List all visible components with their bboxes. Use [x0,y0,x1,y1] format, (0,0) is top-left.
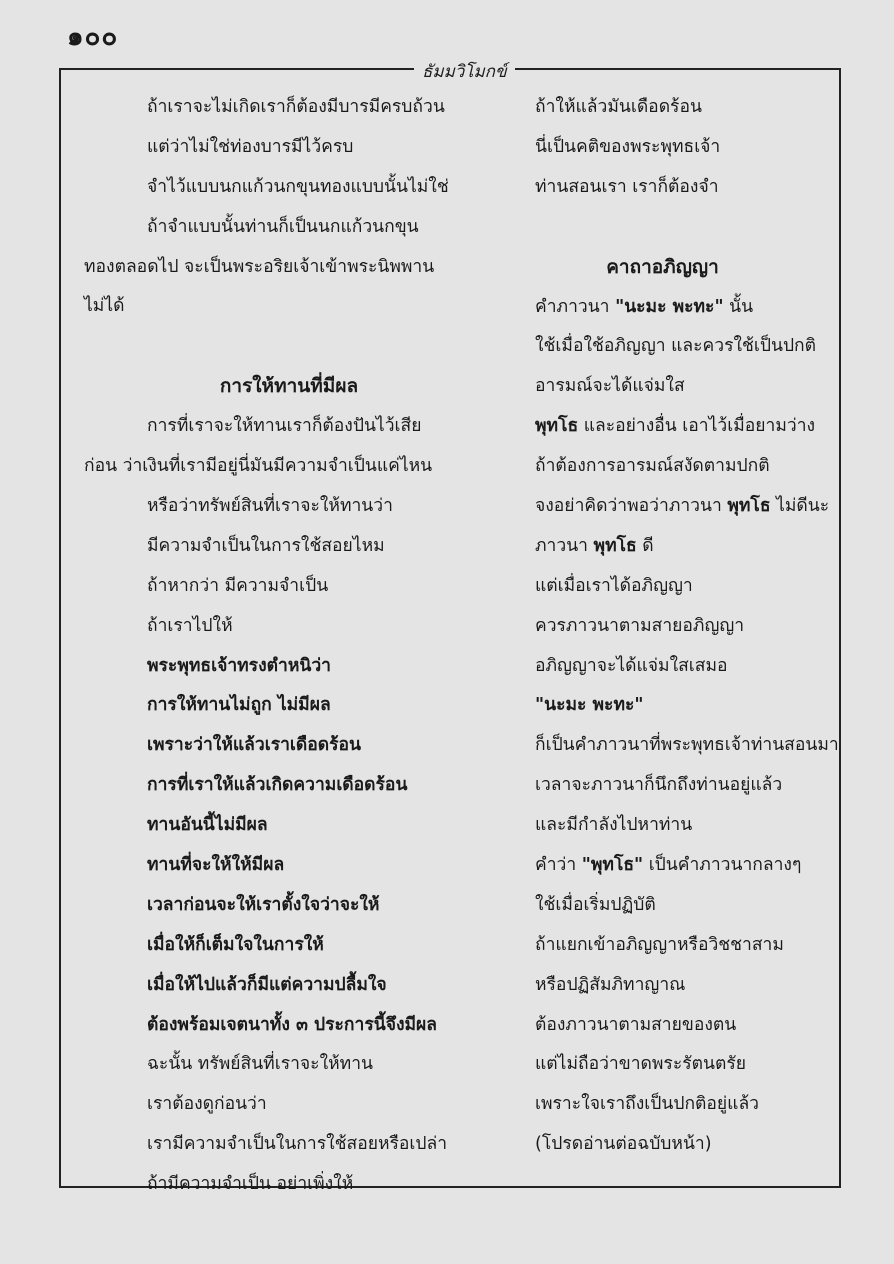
text-line: คำภาวนา "นะมะ พะทะ" นั้น [535,296,754,317]
text-line: คำว่า "พุทโธ" เป็นคำภาวนากลางๆ [535,855,802,876]
bold-line: เมื่อให้ไปแล้วก็มีแต่ความปลื้มใจ [147,974,387,995]
text-line: อารมณ์จะได้แจ่มใส [535,376,685,397]
text-line: พุทโธ และอย่างอื่น เอาไว้เมื่อยามว่าง [535,416,816,437]
text-line: การที่เราจะให้ทานเราก็ต้องปันไว้เสีย [147,416,422,437]
text-line: ทองตลอดไป จะเป็นพระอริยเจ้าเข้าพระนิพพาน [84,256,435,277]
text-line: แต่เมื่อเราได้อภิญญา [535,575,693,596]
bold-line: พระพุทธเจ้าทรงตำหนิว่า [147,655,331,676]
text-line: และมีกำลังไปหาท่าน [535,815,693,836]
text-line: ควรภาวนาตามสายอภิญญา [535,615,745,636]
text-line: เราต้องดูก่อนว่า [147,1094,267,1115]
text-line: นี่เป็นคติของพระพุทธเจ้า [535,136,721,157]
text-line: ภาวนา พุทโธ ดี [535,535,654,556]
right-column [465,96,839,1173]
text-line: หรือว่าทรัพย์สินที่เราจะให้ทานว่า [147,496,393,517]
text-line: ถ้าหากว่า มีความจำเป็น [147,575,329,596]
text-line: ไม่ได้ [84,296,125,317]
bold-line: ทานอันนี้ไม่มีผล [147,815,268,836]
left-column [84,96,454,1213]
text-line: หรือปฏิสัมภิทาญาณ [535,974,686,995]
text-line: ถ้าเราไปให้ [147,615,233,636]
text-line: อภิญญาจะได้แจ่มใสเสมอ [535,655,728,676]
text-line: มีความจำเป็นในการใช้สอยไหม [147,535,385,556]
section-heading-giving: การให้ทานที่มีผล [219,375,359,398]
text-line: จำไว้แบบนกแก้วนกขุนทองแบบนั้นไม่ใช่ [147,176,449,197]
text-line: ใช้เมื่อเริ่มปฏิบัติ [535,894,656,915]
text-line: ถ้าเราจะไม่เกิดเราก็ต้องมีบารมีครบถ้วน [147,97,445,117]
text-line: ถ้าจำแบบนั้นท่านก็เป็นนกแก้วนกขุน [147,216,419,237]
text-line: เพราะใจเราถึงเป็นปกติอยู่แล้ว [535,1094,760,1115]
text-line: ต้องภาวนาตามสายของตน [535,1014,737,1035]
bold-line: ทานที่จะให้ให้มีผล [147,855,285,876]
text-line: ถ้าแยกเข้าอภิญญาหรือวิชชาสาม [535,934,784,955]
running-header-title: ธัมมวิโมกข์ [414,58,515,85]
bold-line: เมื่อให้ก็เต็มใจในการให้ [147,934,324,955]
text-line: ท่านสอนเรา เราก็ต้องจำ [535,176,719,197]
text-line: เวลาจะภาวนาก็นึกถึงท่านอยู่แล้ว [535,775,783,796]
text-line: ใช้เมื่อใช้อภิญญา และควรใช้เป็นปกติ [535,336,817,357]
text-line: ฉะนั้น ทรัพย์สินที่เราจะให้ทาน [147,1054,373,1075]
bold-line: เวลาก่อนจะให้เราตั้งใจว่าจะให้ [147,894,380,915]
text-line: แต่ว่าไม่ใช่ท่องบารมีไว้ครบ [147,136,354,157]
text-line: แต่ไม่ถือว่าขาดพระรัตนตรัย [535,1054,746,1075]
text-line: ก่อน ว่าเงินที่เรามีอยู่นี่มันมีความจำเป็นแค่ไหน [84,456,433,477]
bold-line: เพราะว่าให้แล้วเราเดือดร้อน [147,735,362,756]
text-line: เรามีความจำเป็นในการใช้สอยหรือเปล่า [147,1134,448,1155]
text-line: ถ้าต้องการอารมณ์สงัดตามปกติ [535,456,770,477]
text-line: ก็เป็นคำภาวนาที่พระพุทธเจ้าท่านสอนมา [535,735,839,756]
text-line: จงอย่าคิดว่าพอว่าภาวนา พุทโธ ไม่ดีนะ [535,496,830,517]
section-heading-abhinna-mantra: คาถาอภิญญา [606,255,719,278]
bold-line: การให้ทานไม่ถูก ไม่มีผล [147,695,331,716]
continued-note: (โปรดอ่านต่อฉบับหน้า) [535,1134,712,1155]
bold-line: "นะมะ พะทะ" [535,695,644,716]
page-number: ๑๐๐ [67,22,119,52]
bold-line: การที่เราให้แล้วเกิดความเดือดร้อน [147,775,408,796]
bold-line: ต้องพร้อมเจตนาทั้ง ๓ ประการนี้จึงมีผล [147,1014,438,1035]
text-line: ถ้าให้แล้วมันเดือดร้อน [535,97,702,117]
text-line: ถ้ามีความจำเป็น อย่าเพิ่งให้ [147,1174,354,1195]
